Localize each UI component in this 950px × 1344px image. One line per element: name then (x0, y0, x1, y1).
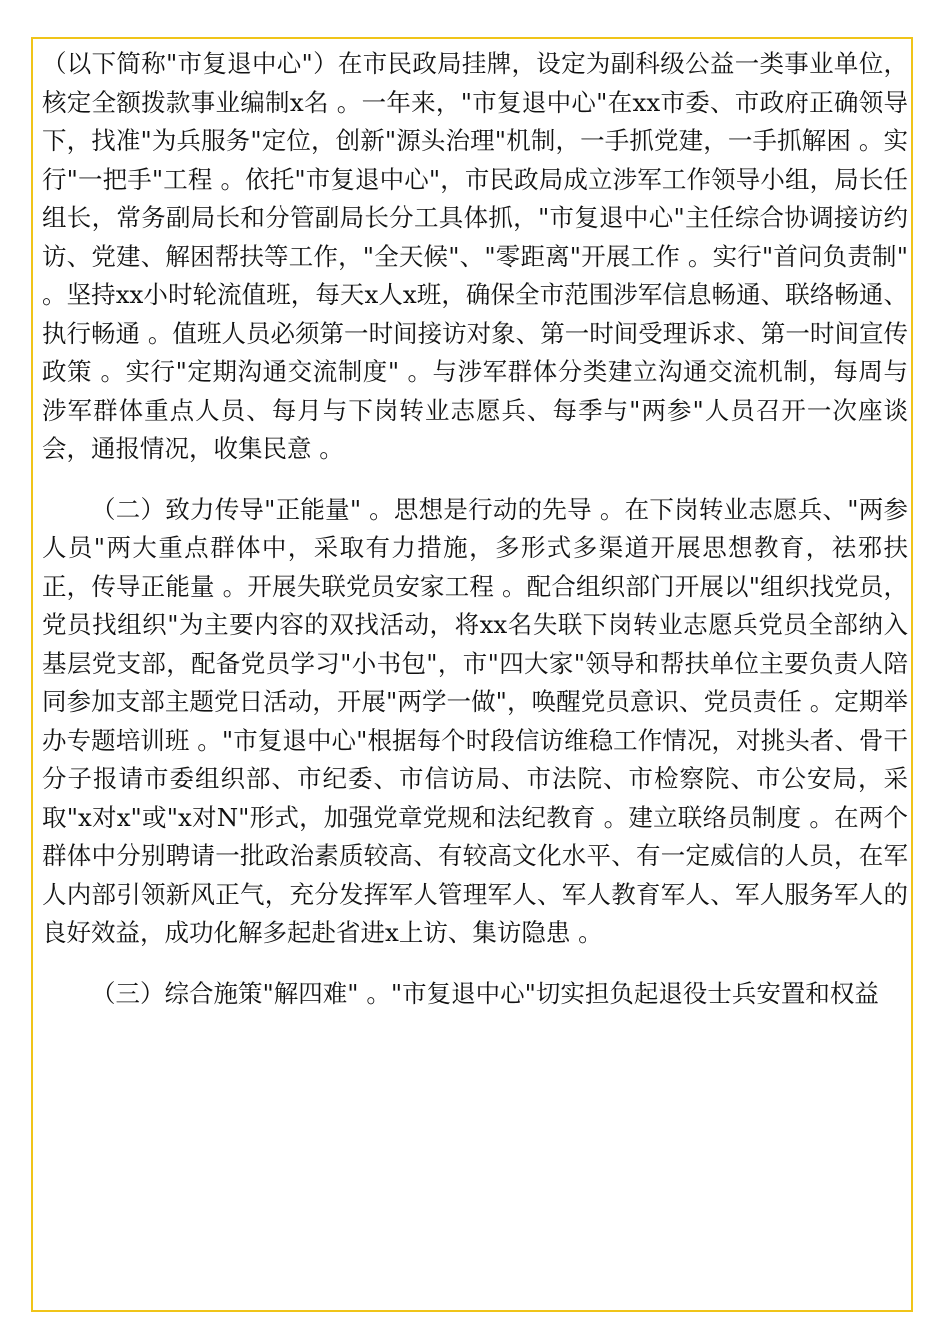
document-body (42, 45, 908, 1013)
paragraph-3: （三）综合施策"解四难" 。"市复退中心"切实担负起退役士兵安置和权益 (91, 978, 879, 1008)
paragraph-1: （以下简称"市复退中心"）在市民政局挂牌，设定为副科级公益一类事业单位，核定全额拨款事业编制x名 。一年来，"市复退中心"在xx市委、市政府正确领导下，找准"为兵服务"定位，创新"源头治理"机制，一手抓党建，一手抓解困 。实行"一把手"工程 。依托"市复退中心"，市民政局成立涉军工作领导小组，局长任组长，常务副局长和分管副局长分工具体抓，"市复退中心"主任综合协调接访约访、党建、解困帮扶等工作，"全天候"、"零距离"开展工作 。实行"首问负责制" 。坚持xx小时轮流值班，每天x人x班，确保全市范围涉军信息畅通、联络畅通、执行畅通 。值班人员必须第一时间接访对象、第一时间受理诉求、第一时间宣传政策 。实行"定期沟通交流制度" 。与涉军群体分类建立沟通交流机制，每周与涉军群体重点人员、每月与下岗转业志愿兵、每季与"两参"人员召开一次座谈会，通报情况，收集民意 。 (42, 49, 908, 463)
paragraph-2: （二）致力传导"正能量" 。思想是行动的先导 。在下岗转业志愿兵、"两参人员"两大重点群体中，采取有力措施，多形式多渠道开展思想教育，祛邪扶正，传导正能量 。开展失联党员安家工程 。配合组织部门开展以"组织找党员，党员找组织"为主要内容的双找活动，将xx名失联下岗转业志愿兵党员全部纳入基层党支部，配备党员学习"小书包"，市"四大家"领导和帮扶单位主要负责人陪同参加支部主题党日活动，开展"两学一做"，唤醒党员意识、党员责任 。定期举办专题培训班 。"市复退中心"根据每个时段信访维稳工作情况，对挑头者、骨干分子报请市委组织部、市纪委、市信访局、市法院、市检察院、市公安局，采取"x对x"或"x对N"形式，加强党章党规和法纪教育 。建立联络员制度 。在两个群体中分别聘请一批政治素质较高、有较高文化水平、有一定威信的人员，在军人内部引领新风正气，充分发挥军人管理军人、军人教育军人、军人服务军人的良好效益，成功化解多起赴省进x上访、集访隐患 。 (42, 494, 908, 947)
